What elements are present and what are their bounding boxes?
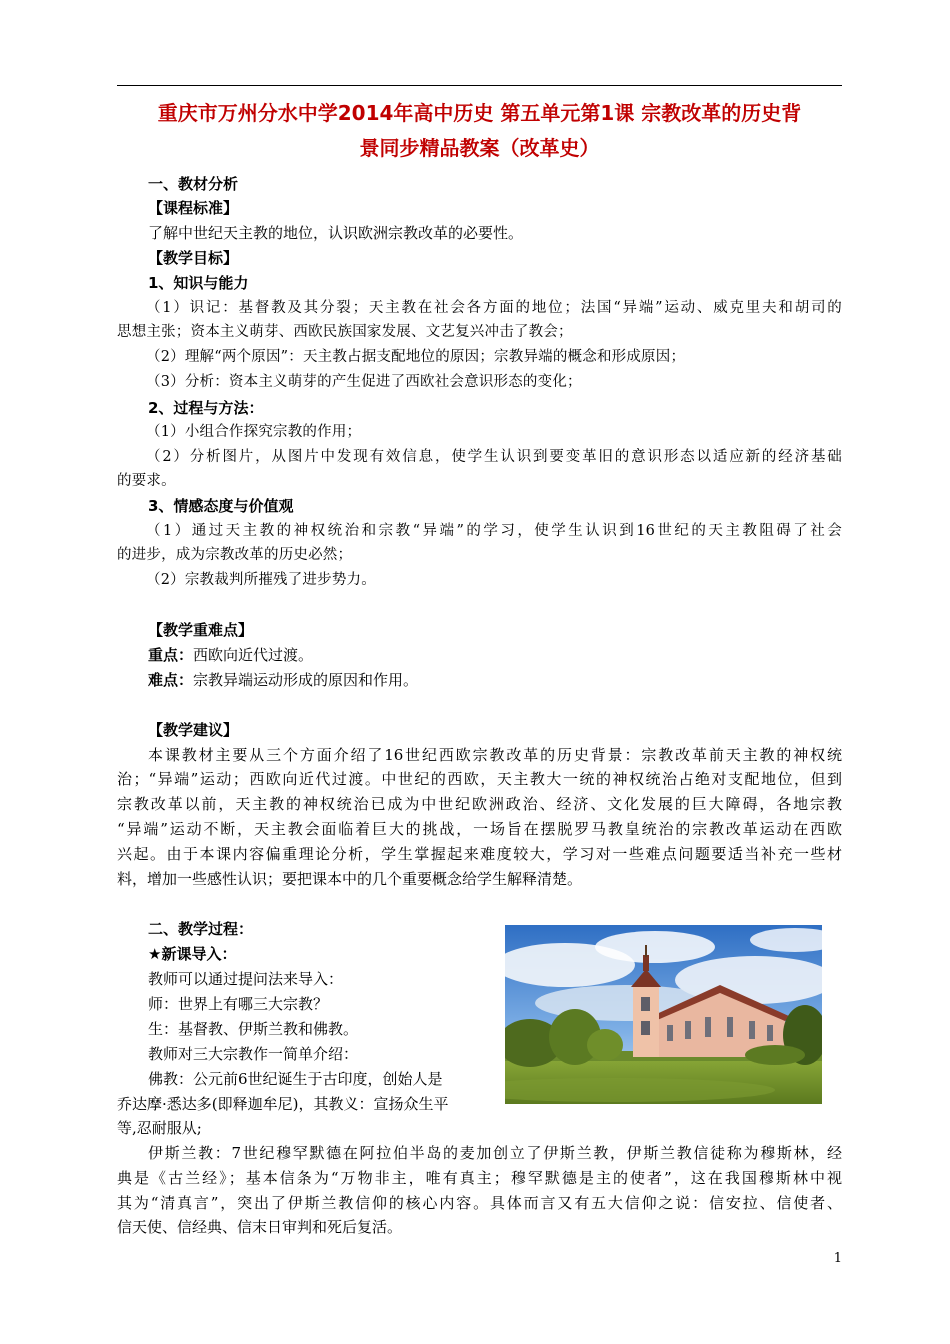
goal-3-heading: 3、情感态度与价值观 — [148, 497, 294, 515]
islam-line-3: 其为“清真言”，突出了伊斯兰教信仰的核心内容。具体而言又有五大信仰之说：信安拉、信使者、 — [117, 1194, 842, 1212]
goal-3-item-a-line-2: 的进步，成为宗教改革的历史必然； — [117, 547, 353, 563]
key-point-label: 重点： — [148, 646, 194, 664]
goal-heading: 【教学目标】 — [148, 249, 239, 267]
suggestion-heading: 【教学建议】 — [148, 721, 239, 739]
section-1-heading: 一、教材分析 — [148, 175, 239, 193]
page-title-line-1: 重庆市万州分水中学2014年高中历史 第五单元第1课 宗教改革的历史背 — [157, 101, 802, 125]
goal-1-item-b: （2）理解“两个原因”：天主教占据支配地位的原因；宗教异端的概念和形成原因； — [146, 349, 686, 365]
goal-1-item-a-line-1: （1）识记：基督教及其分裂；天主教在社会各方面的地位；法国“异端”运动、威克里夫和胡司的 — [146, 300, 842, 316]
suggestion-line: “异端”运动不断，天主教会面临着巨大的挑战，一场旨在摆脱罗马教皇统治的宗教改革运动在西欧 — [117, 820, 842, 838]
islam-line-1: 伊斯兰教：7世纪穆罕默德在阿拉伯半岛的麦加创立了伊斯兰教，伊斯兰教信徒称为穆斯林，经 — [148, 1144, 842, 1162]
goal-1-heading: 1、知识与能力 — [148, 274, 249, 292]
page-title-line-2: 景同步精品教案（改革史） — [359, 136, 600, 160]
goal-1-item-a-line-2: 思想主张；资本主义萌芽、西欧民族国家发展、文艺复兴冲击了教会； — [117, 324, 573, 340]
section-2-heading: 二、教学过程： — [148, 920, 254, 938]
standard-heading: 【课程标准】 — [148, 199, 239, 217]
difficult-point-label: 难点： — [148, 671, 194, 689]
student-answer: 生：基督教、伊斯兰教和佛教。 — [148, 1020, 359, 1038]
intro-paragraph: 教师对三大宗教作一简单介绍： — [148, 1045, 359, 1063]
goal-2-item-b-line-1: （2）分析图片，从图片中发现有效信息，使学生认识到要变革旧的意识形态以适应新的经济基础 — [146, 449, 842, 465]
suggestion-line: 料，增加一些感性认识；要把课本中的几个重要概念给学生解释清楚。 — [117, 870, 583, 888]
key-points-heading: 【教学重难点】 — [148, 621, 254, 639]
islam-line-2: 典是《古兰经》；基本信条为“万物非主，唯有真主；穆罕默德是主的使者”，这在我国穆斯林中视 — [117, 1169, 842, 1187]
suggestion-line: 兴起。由于本课内容偏重理论分析，学生掌握起来难度较大，学习对一些难点问题要适当补充一些材 — [117, 845, 842, 863]
goal-2-item-a: （1）小组合作探究宗教的作用； — [146, 424, 362, 440]
key-point-text: 西欧向近代过渡。 — [193, 646, 314, 664]
goal-3-item-b: （2）宗教裁判所摧残了进步势力。 — [146, 572, 376, 588]
difficult-point — [148, 668, 842, 692]
buddhism-line-2: 乔达摩·悉达多(即释迦牟尼)，其教义：宣扬众生平 — [117, 1095, 449, 1113]
goal-1-item-c: （3）分析：资本主义萌芽的产生促进了西欧社会意识形态的变化； — [146, 374, 582, 390]
difficult-point-text: 宗教异端运动形成的原因和作用。 — [193, 671, 419, 689]
goal-2-heading-text: 2、过程与方法： — [148, 399, 264, 417]
suggestion-line: 治；“异端”运动；西欧向近代过渡。中世纪的西欧，天主教大一统的神权统治占绝对支配地位，但到 — [117, 770, 842, 788]
key-point — [148, 643, 842, 667]
standard-text: 了解中世纪天主教的地位，认识欧洲宗教改革的必要性。 — [148, 224, 524, 242]
teacher-question: 师：世界上有哪三大宗教？ — [148, 995, 329, 1013]
intro-paragraph: 教师可以通过提问法来导入： — [148, 970, 344, 988]
suggestion-line: 本课教材主要从三个方面介绍了16世纪西欧宗教改革的历史背景：宗教改革前天主教的神权统 — [148, 746, 842, 764]
islam-line-4: 信天使、信经典、信末日审判和死后复活。 — [117, 1218, 403, 1236]
intro-heading: ★新课导入： — [148, 945, 237, 963]
church-photo — [505, 925, 822, 1104]
buddhism-line-1: 佛教：公元前6世纪诞生于古印度，创始人是 — [148, 1070, 443, 1088]
suggestion-line: 宗教改革以前，天主教的神权统治已成为中世纪欧洲政治、经济、文化发展的巨大障碍，各地宗教 — [117, 795, 842, 813]
goal-2-item-b-line-2: 的要求。 — [117, 473, 176, 489]
goal-2-heading — [148, 396, 842, 420]
goal-3-item-a-line-1: （1）通过天主教的神权统治和宗教“异端”的学习，使学生认识到16世纪的天主教阻碍了社会 — [146, 523, 842, 539]
header-rule — [117, 85, 842, 86]
page-number: 1 — [833, 1251, 842, 1266]
buddhism-line-3: 等,忍耐服从; — [117, 1119, 202, 1137]
